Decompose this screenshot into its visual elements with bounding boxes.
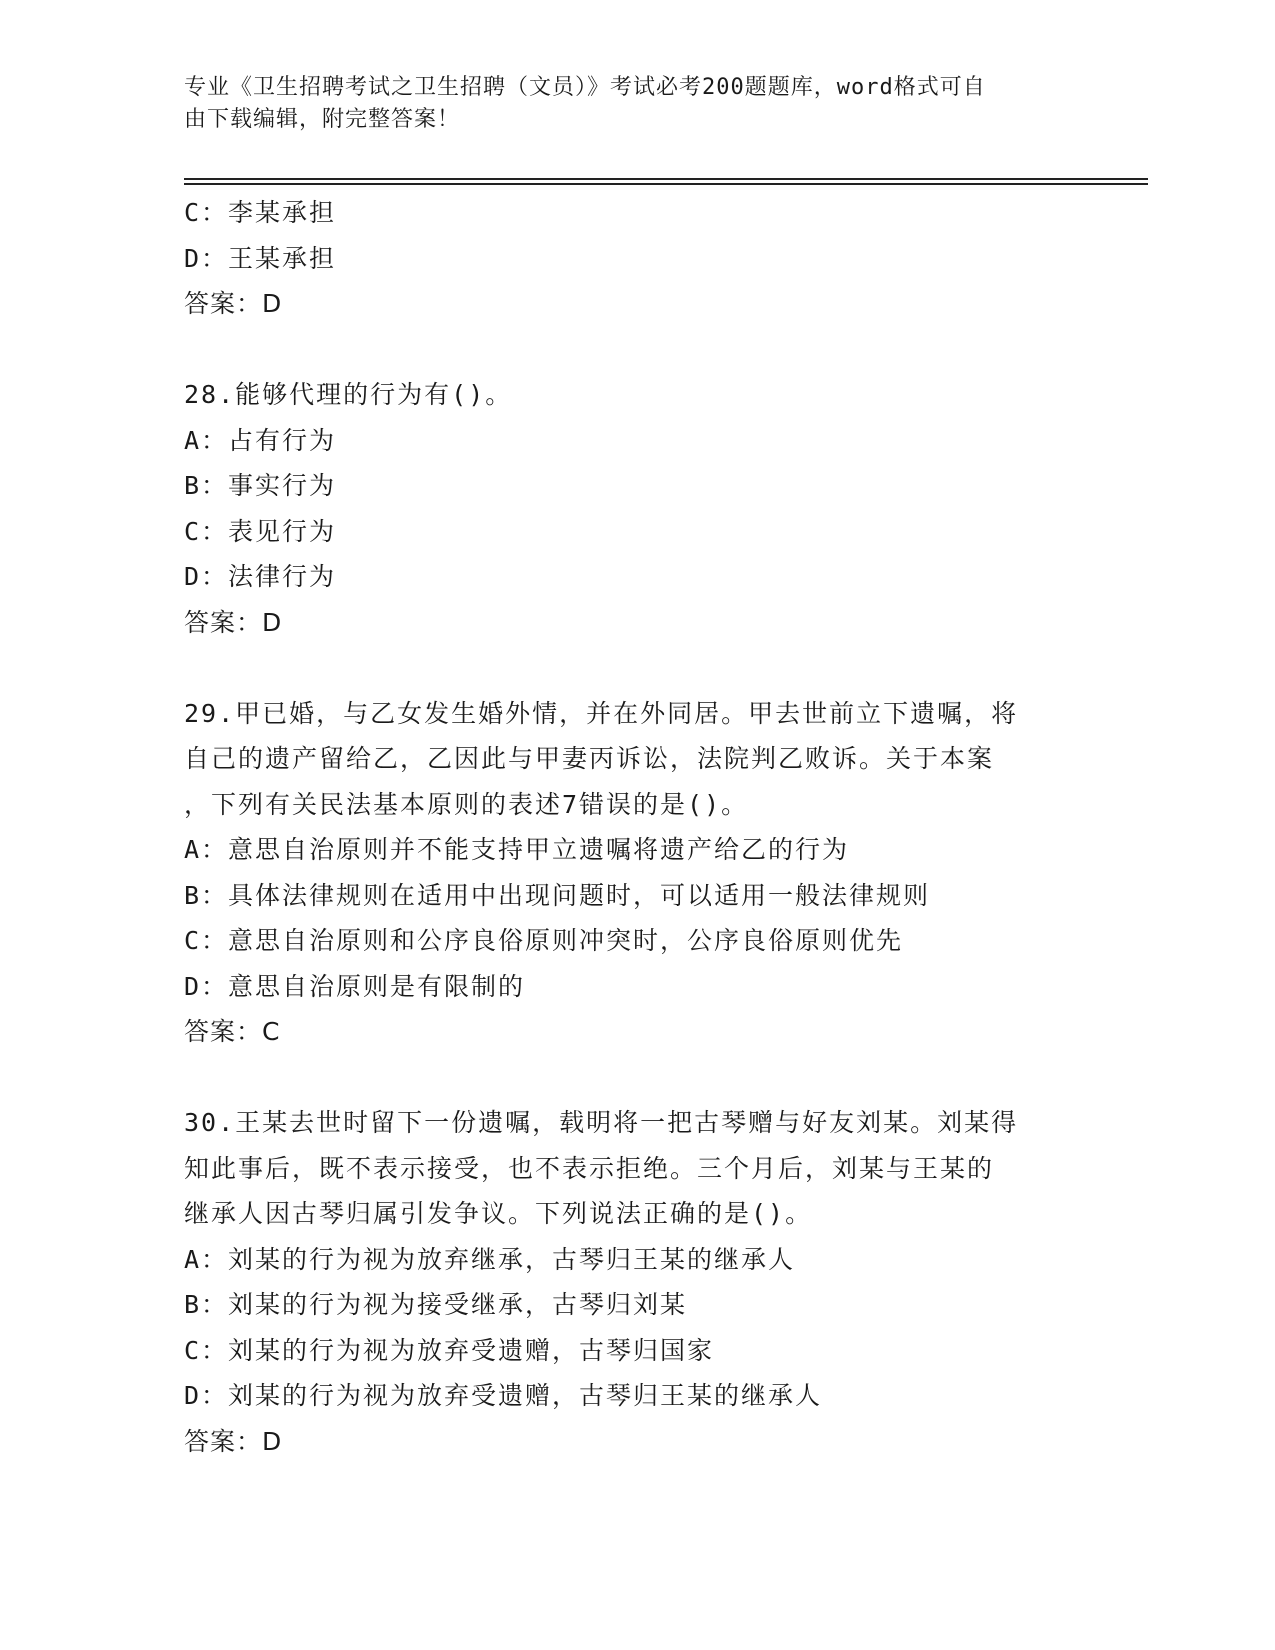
option-a: A：刘某的行为视为放弃继承，古琴归王某的继承人 xyxy=(184,1244,796,1274)
question-stem: 28.能够代理的行为有()。 xyxy=(184,380,513,409)
option-a: A：意思自治原则并不能支持甲立遗嘱将遗产给乙的行为 xyxy=(184,835,850,864)
question-stem: 知此事后，既不表示接受，也不表示拒绝。三个月后，刘某与王某的 xyxy=(184,1153,995,1183)
option-a: A：占有行为 xyxy=(184,425,337,455)
answer: 答案：D xyxy=(184,1426,283,1456)
answer: 答案：D xyxy=(184,607,283,637)
question-28 xyxy=(184,372,1104,645)
question-stem: ，下列有关民法基本原则的表述7错误的是()。 xyxy=(184,789,749,819)
option-b: B：刘某的行为视为接受继承，古琴归刘某 xyxy=(184,1290,688,1319)
question-stem: 29.甲已婚，与乙女发生婚外情，并在外同居。甲去世前立下遗嘱，将 xyxy=(184,698,1019,728)
header-line-1: 专业《卫生招聘考试之卫生招聘（文员）》考试必考200题题库，word格式可自 xyxy=(184,75,986,100)
option-c: C：李某承担 xyxy=(184,198,337,227)
spacer xyxy=(184,1055,1104,1101)
option-c: C：表见行为 xyxy=(184,516,337,546)
option-d: D：法律行为 xyxy=(184,562,337,591)
option-b: B：具体法律规则在适用中出现问题时，可以适用一般法律规则 xyxy=(184,880,931,910)
spacer xyxy=(184,327,1104,373)
question-30 xyxy=(184,1100,1104,1464)
header-rule-bottom xyxy=(184,183,1148,185)
question-stem: 30.王某去世时留下一份遗嘱，载明将一把古琴赠与好友刘某。刘某得 xyxy=(184,1108,1019,1137)
option-d: D：刘某的行为视为放弃受遗赠，古琴归王某的继承人 xyxy=(184,1381,823,1410)
question-list xyxy=(184,190,1104,1464)
option-b: B：事实行为 xyxy=(184,471,337,500)
header-rule-top xyxy=(184,178,1148,180)
spacer xyxy=(184,645,1104,691)
option-c: C：刘某的行为视为放弃受遗赠，古琴归国家 xyxy=(184,1335,715,1365)
option-d: D：意思自治原则是有限制的 xyxy=(184,971,526,1001)
document-header xyxy=(184,72,1084,136)
option-c: C：意思自治原则和公序良俗原则冲突时，公序良俗原则优先 xyxy=(184,926,904,955)
answer: 答案：D xyxy=(184,289,283,318)
option-d: D：王某承担 xyxy=(184,243,337,273)
question-stem: 继承人因古琴归属引发争议。下列说法正确的是()。 xyxy=(184,1199,813,1228)
answer: 答案：C xyxy=(184,1017,281,1046)
question-29 xyxy=(184,691,1104,1055)
question-stem: 自己的遗产留给乙，乙因此与甲妻丙诉讼，法院判乙败诉。关于本案 xyxy=(184,744,995,773)
header-line-2: 由下载编辑，附完整答案！ xyxy=(184,107,461,132)
question-prev xyxy=(184,190,1104,327)
